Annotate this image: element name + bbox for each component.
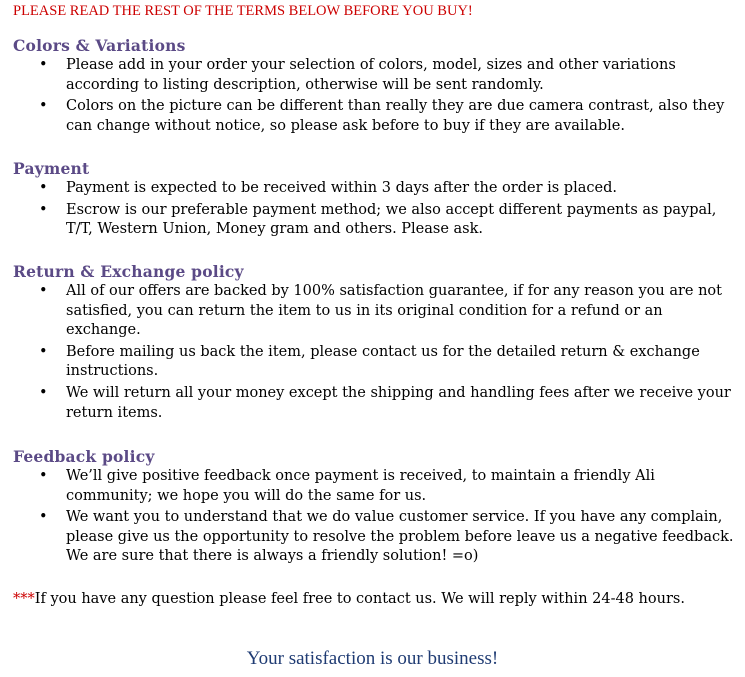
section-list [13, 179, 741, 240]
list-item [13, 343, 741, 382]
list-item-text: Please add in your order your selection of colors, model, sizes and other variations according to listing description, otherwise will be sent randomly. [66, 57, 676, 93]
list-item-text: We’ll give positive feedback once payment is received, to maintain a friendly Ali community; we hope you will do the same for us. [66, 468, 655, 504]
list-item [13, 201, 741, 240]
list-item [13, 508, 741, 567]
section-return-exchange [13, 262, 741, 425]
list-item [13, 384, 741, 423]
bullet-icon: • [39, 201, 48, 218]
bullet-icon: • [39, 98, 48, 115]
bullet-icon: • [39, 283, 48, 299]
list-item [13, 282, 741, 341]
contact-text: If you have any question please feel free to contact us. We will reply within 24-48 hours. [34, 591, 685, 607]
list-item-text: Colors on the picture can be different than really they are due camera contrast, also they can change without notice, so please ask before to buy if they are available. [66, 98, 725, 134]
bullet-icon: • [39, 180, 48, 196]
section-payment [13, 159, 741, 242]
bullet-icon: • [39, 509, 48, 526]
list-item-text: Payment is expected to be received within 3 days after the order is placed. [66, 180, 617, 196]
footer-slogan: Your satisfaction is our business! [246, 648, 499, 669]
list-item [13, 56, 741, 95]
bullet-icon: • [39, 384, 48, 401]
list-item [13, 467, 741, 506]
contact-note [13, 591, 685, 607]
section-list [13, 467, 741, 567]
section-title: Feedback policy [13, 447, 155, 466]
bullet-icon: • [39, 468, 48, 484]
section-title: Return & Exchange policy [13, 262, 244, 281]
list-item [13, 97, 741, 136]
section-list [13, 56, 741, 136]
contact-stars: *** [13, 591, 35, 607]
section-list [13, 282, 741, 423]
list-item-text: We will return all your money except the shipping and handling fees after we receive your return items. [66, 384, 731, 421]
list-item-text: Before mailing us back the item, please contact us for the detailed return & exchange instructions. [66, 343, 700, 380]
list-item [13, 179, 741, 199]
list-item-text: All of our offers are backed by 100% satisfaction guarantee, if for any reason you are not satisfied, you can return the item to us in its original condition for a refund or an exchange. [66, 283, 722, 339]
terms-notice: PLEASE READ THE REST OF THE TERMS BELOW BEFORE YOU BUY! [13, 3, 473, 19]
list-item-text: Escrow is our preferable payment method; we also accept different payments as paypal, T/T, Western Union, Money gram and others. Please ask. [66, 201, 717, 238]
list-item-text: We want you to understand that we do value customer service. If you have any complain, please give us the opportunity to resolve the problem before leave us a negative feedback. We are sure that there is always a friendly solution! =o) [66, 509, 734, 565]
section-title: Payment [13, 159, 90, 178]
bullet-icon: • [39, 57, 48, 73]
section-feedback [13, 447, 741, 569]
section-title: Colors & Variations [13, 36, 186, 55]
bullet-icon: • [39, 343, 48, 360]
section-colors-variations [13, 36, 741, 138]
